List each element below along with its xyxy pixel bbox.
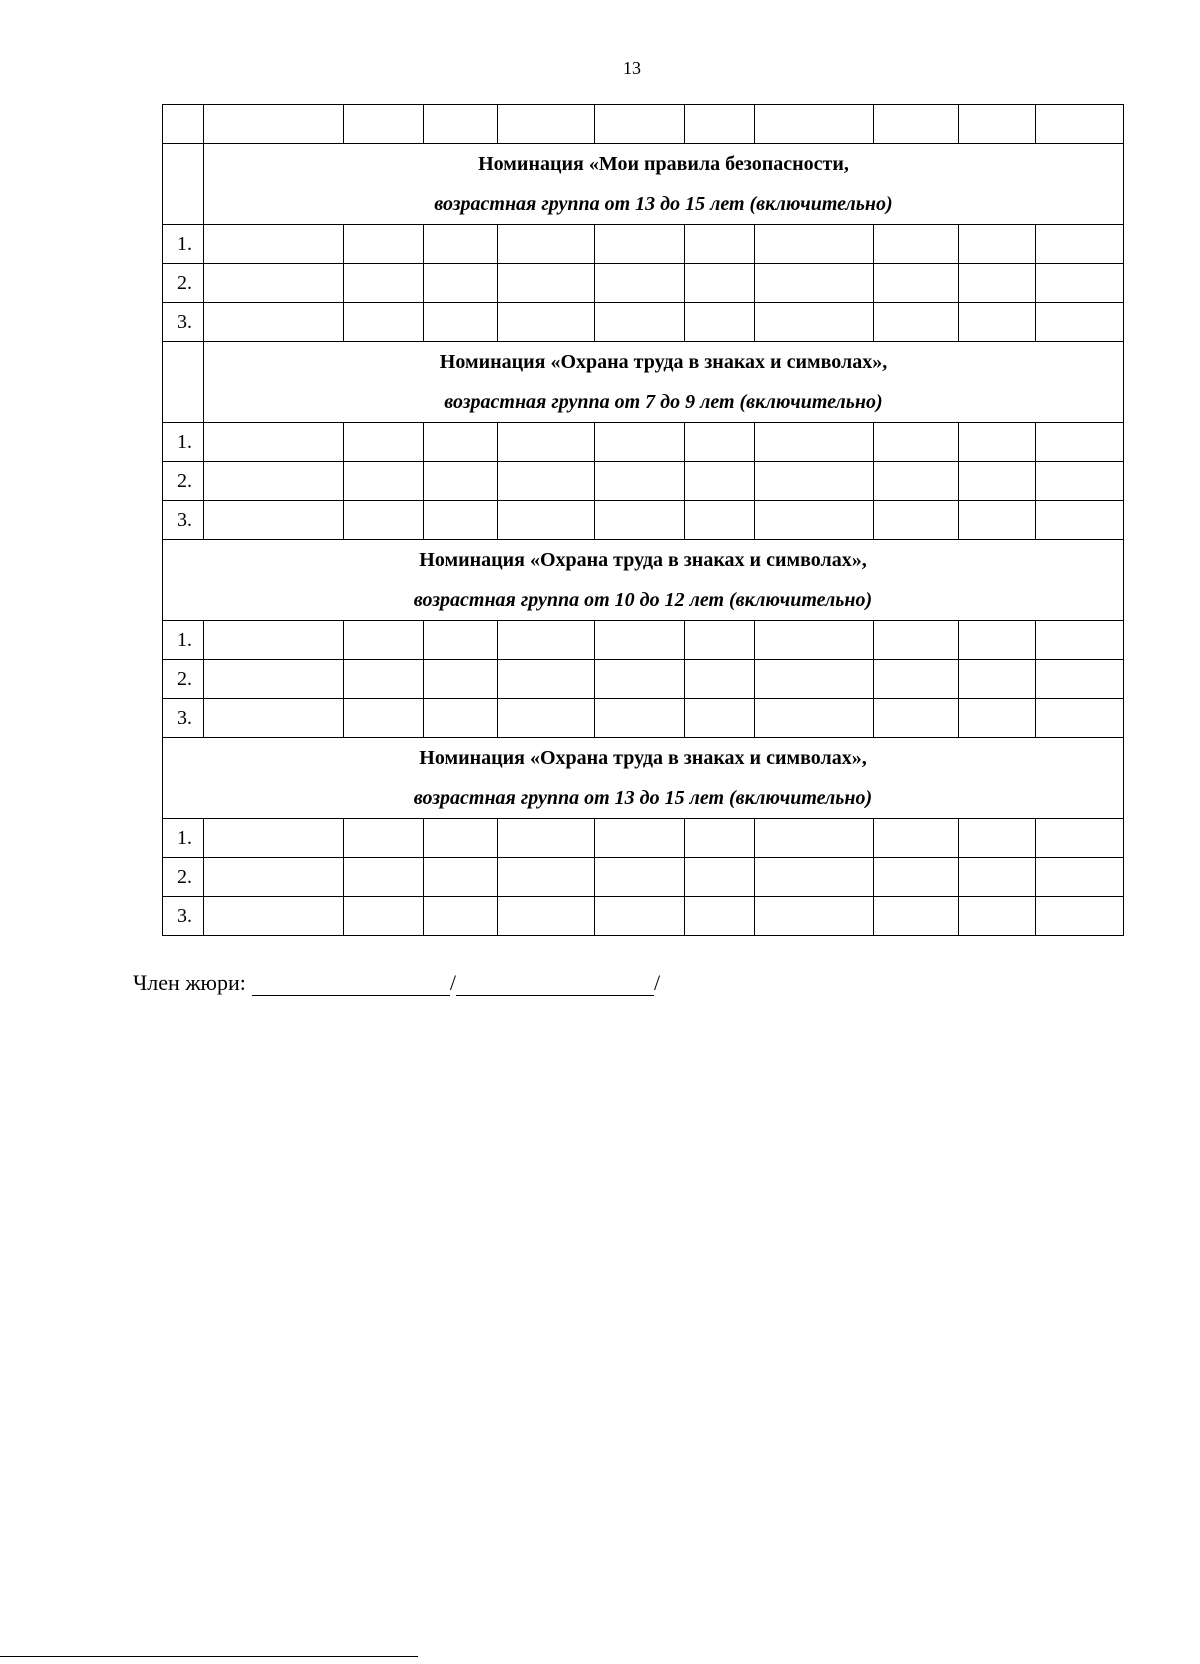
score-cell [755, 303, 874, 342]
score-cell [1036, 897, 1124, 936]
row-number: 1. [163, 819, 204, 858]
score-cell [498, 897, 595, 936]
row-number: 2. [163, 462, 204, 501]
score-cell [959, 225, 1036, 264]
score-cell [595, 897, 685, 936]
table-row [163, 225, 1124, 264]
score-cell [755, 858, 874, 897]
score-cell [204, 858, 344, 897]
score-cell [424, 303, 498, 342]
section-header-cell [163, 540, 1124, 621]
score-cell [959, 660, 1036, 699]
table-row [163, 501, 1124, 540]
score-cell [204, 660, 344, 699]
score-cell [755, 699, 874, 738]
score-cell [424, 501, 498, 540]
table-row [163, 660, 1124, 699]
table-row-section-header [163, 540, 1124, 621]
score-cell [498, 699, 595, 738]
score-cell [498, 858, 595, 897]
score-cell [498, 462, 595, 501]
score-cell [1036, 225, 1124, 264]
score-cell [1036, 423, 1124, 462]
score-cell [595, 423, 685, 462]
footnote-rule [0, 1656, 418, 1657]
score-cell [874, 462, 959, 501]
score-cell [959, 858, 1036, 897]
score-cell [755, 621, 874, 660]
score-cell [344, 423, 424, 462]
score-cell [424, 423, 498, 462]
score-cell [344, 303, 424, 342]
score-cell [1036, 462, 1124, 501]
signature-separator: / [449, 970, 456, 995]
row-number: 3. [163, 897, 204, 936]
score-cell [595, 621, 685, 660]
score-cell [204, 699, 344, 738]
section-header-cell [163, 738, 1124, 819]
score-cell [424, 897, 498, 936]
score-cell [874, 264, 959, 303]
score-cell [424, 819, 498, 858]
page-number: 13 [623, 58, 641, 78]
score-cell [685, 501, 755, 540]
score-cell [874, 699, 959, 738]
score-cell [959, 423, 1036, 462]
score-cell [344, 660, 424, 699]
nomination-title: Номинация «Мои правила безопасности, [478, 153, 849, 175]
score-cell [685, 225, 755, 264]
nomination-title: Номинация «Охрана труда в знаках и символах», [419, 549, 867, 571]
score-cell [874, 303, 959, 342]
score-cell [685, 858, 755, 897]
section-header-cell [204, 144, 1124, 225]
jury-signature [133, 970, 660, 996]
score-cell [344, 699, 424, 738]
score-cell [344, 264, 424, 303]
score-cell [344, 462, 424, 501]
signature-end: / [653, 970, 661, 995]
score-cell [424, 660, 498, 699]
score-cell [874, 819, 959, 858]
score-cell [424, 699, 498, 738]
score-cell [959, 621, 1036, 660]
row-number: 2. [163, 660, 204, 699]
score-cell [344, 621, 424, 660]
row-number: 2. [163, 264, 204, 303]
score-cell [595, 303, 685, 342]
score-cell [1036, 621, 1124, 660]
score-cell [204, 225, 344, 264]
score-cell [755, 264, 874, 303]
score-cell [685, 897, 755, 936]
score-cell [959, 264, 1036, 303]
score-cell [595, 264, 685, 303]
score-cell [1036, 501, 1124, 540]
score-cell [1036, 264, 1124, 303]
score-cell [204, 462, 344, 501]
score-cell [204, 303, 344, 342]
score-cell [959, 699, 1036, 738]
score-cell [685, 303, 755, 342]
score-cell [959, 897, 1036, 936]
score-cell [204, 621, 344, 660]
score-cell [498, 303, 595, 342]
score-cell [685, 264, 755, 303]
score-cell [204, 897, 344, 936]
score-cell [1036, 858, 1124, 897]
score-cell [595, 501, 685, 540]
score-cell [959, 303, 1036, 342]
score-cell [755, 897, 874, 936]
table-row [163, 462, 1124, 501]
score-cell [755, 462, 874, 501]
score-cell [1036, 819, 1124, 858]
score-cell [424, 264, 498, 303]
table-row-section-header [163, 738, 1124, 819]
score-cell [959, 462, 1036, 501]
score-cell [1036, 699, 1124, 738]
nomination-title: Номинация «Охрана труда в знаках и символах», [439, 351, 888, 373]
score-cell [344, 819, 424, 858]
table-row-blank [163, 105, 1124, 144]
score-cell [595, 819, 685, 858]
score-cell [204, 264, 344, 303]
score-cell [498, 660, 595, 699]
score-cell [874, 501, 959, 540]
score-cell [204, 819, 344, 858]
score-cell [685, 423, 755, 462]
score-cell [874, 897, 959, 936]
score-cell [204, 423, 344, 462]
table-row [163, 264, 1124, 303]
score-cell [685, 462, 755, 501]
score-cell [685, 660, 755, 699]
score-cell [595, 660, 685, 699]
score-cell [498, 264, 595, 303]
age-group: возрастная группа от 13 до 15 лет (включительно) [434, 193, 893, 215]
signature-line-name [252, 973, 450, 996]
nomination-title: Номинация «Охрана труда в знаках и символах», [419, 747, 867, 769]
score-cell [344, 501, 424, 540]
signature-line-sign [456, 973, 654, 996]
score-cell [959, 501, 1036, 540]
score-cell [424, 462, 498, 501]
table-row [163, 621, 1124, 660]
score-cell [498, 501, 595, 540]
score-cell [344, 858, 424, 897]
score-cell [755, 225, 874, 264]
row-number: 1. [163, 621, 204, 660]
section-header-cell [204, 342, 1124, 423]
table-row [163, 423, 1124, 462]
age-group: возрастная группа от 13 до 15 лет (включительно) [413, 787, 873, 809]
score-cell [595, 225, 685, 264]
score-cell [595, 699, 685, 738]
age-group: возрастная группа от 10 до 12 лет (включительно) [413, 589, 873, 611]
table-row-section-header [163, 342, 1124, 423]
score-cell [1036, 303, 1124, 342]
score-cell [1036, 660, 1124, 699]
row-number: 3. [163, 699, 204, 738]
score-table [162, 104, 1124, 936]
score-cell [685, 819, 755, 858]
table-row [163, 858, 1124, 897]
score-cell [204, 501, 344, 540]
score-cell [595, 462, 685, 501]
score-cell [874, 423, 959, 462]
score-cell [874, 660, 959, 699]
score-cell [498, 621, 595, 660]
score-cell [344, 897, 424, 936]
score-cell [498, 819, 595, 858]
score-cell [874, 858, 959, 897]
table-row [163, 699, 1124, 738]
empty-index-cell [163, 342, 204, 423]
score-cell [424, 621, 498, 660]
score-cell [685, 621, 755, 660]
score-cell [498, 423, 595, 462]
row-number: 2. [163, 858, 204, 897]
row-number: 3. [163, 501, 204, 540]
score-cell [755, 819, 874, 858]
score-cell [498, 225, 595, 264]
table-row [163, 819, 1124, 858]
score-cell [755, 423, 874, 462]
table-row [163, 897, 1124, 936]
row-number: 3. [163, 303, 204, 342]
row-number: 1. [163, 423, 204, 462]
score-cell [595, 858, 685, 897]
score-cell [344, 225, 424, 264]
score-cell [685, 699, 755, 738]
age-group: возрастная группа от 7 до 9 лет (включительно) [444, 391, 883, 413]
score-cell [755, 660, 874, 699]
score-cell [424, 225, 498, 264]
score-cell [874, 225, 959, 264]
table-row-section-header [163, 144, 1124, 225]
score-cell [874, 621, 959, 660]
table-row [163, 303, 1124, 342]
score-cell [959, 819, 1036, 858]
score-cell [755, 501, 874, 540]
row-number: 1. [163, 225, 204, 264]
jury-label: Член жюри: [133, 970, 246, 995]
score-cell [424, 858, 498, 897]
empty-index-cell [163, 144, 204, 225]
